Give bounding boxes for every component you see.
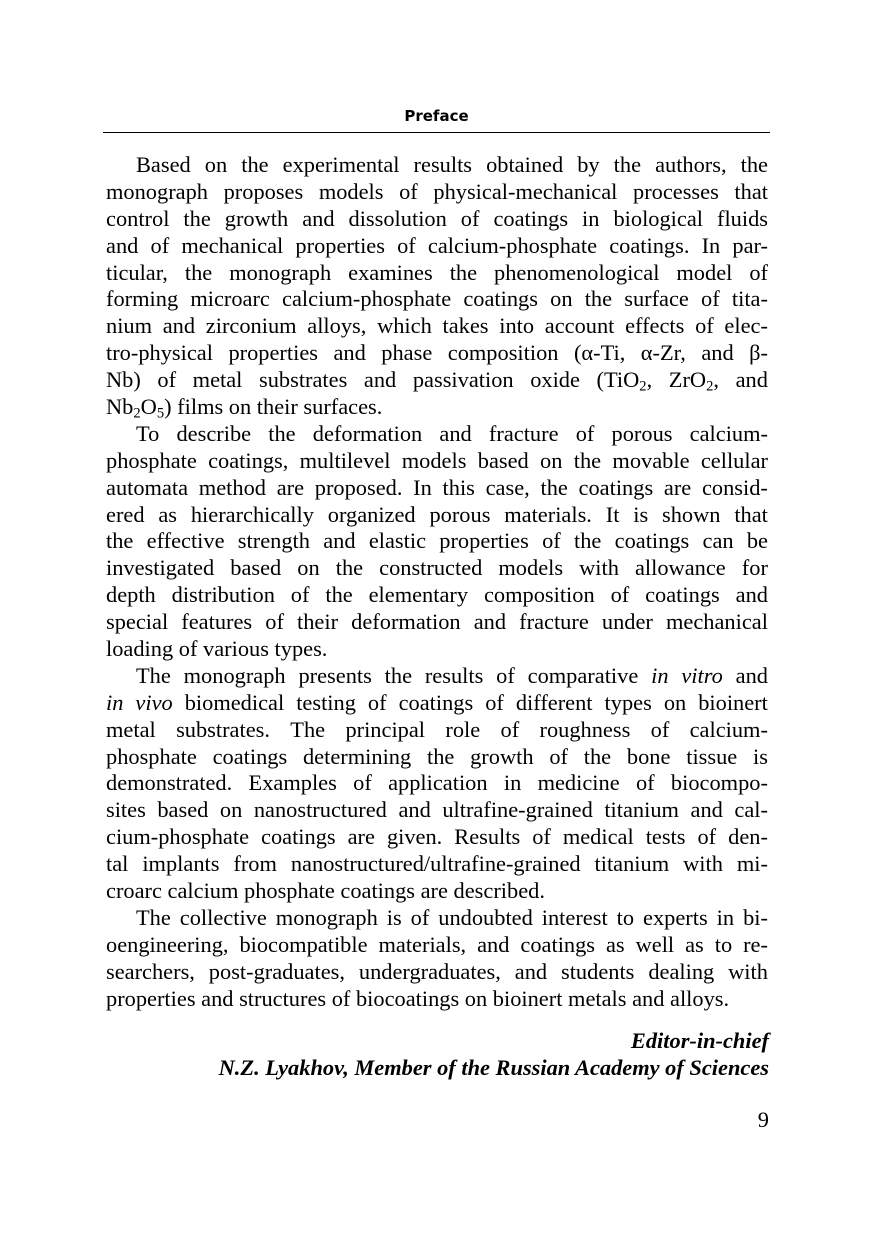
page-number: 9 bbox=[757, 1107, 769, 1132]
paragraph bbox=[106, 421, 768, 663]
text-line: metal substrates. The principal role of roughness of calcium- bbox=[106, 716, 768, 742]
text-line: croarc calcium phosphate coatings are described. bbox=[106, 878, 545, 904]
text-line: properties and structures of biocoatings on bioinert metals and alloys. bbox=[106, 985, 730, 1011]
text-line: Based on the experimental results obtained by the authors, the bbox=[136, 152, 768, 177]
text-line: $Nb_2O_5$) films on their surfaces. bbox=[106, 394, 383, 422]
text-line: depth distribution of the elementary composition of coatings and bbox=[106, 582, 768, 608]
text-line: The collective monograph is of undoubted interest to experts in bi- bbox=[136, 904, 768, 930]
text-line: tal implants from nanostructured/ultrafine-grained titanium with mi- bbox=[106, 851, 768, 877]
text-line: The monograph presents the results of comparative in vitro and bbox=[136, 662, 768, 688]
text-line: phosphate coatings determining the growth of the bone tissue is bbox=[106, 743, 768, 769]
running-head-title: Preface bbox=[404, 107, 469, 125]
paragraph bbox=[106, 905, 768, 1013]
text-line: the effective strength and elastic properties of the coatings can be bbox=[106, 528, 768, 554]
text-line: in vivo biomedical testing of coatings of different types on bioinert bbox=[106, 689, 768, 715]
body-text bbox=[106, 152, 768, 1013]
paragraph bbox=[106, 152, 768, 421]
text-line: ered as hierarchically organized porous materials. It is shown that bbox=[106, 501, 768, 527]
text-line: automata method are proposed. In this case, the coatings are consid- bbox=[106, 474, 768, 500]
text-line: control the growth and dissolution of coatings in biological fluids bbox=[106, 205, 768, 231]
signature-role: Editor-in-chief bbox=[630, 1028, 769, 1053]
text-line: cium-phosphate coatings are given. Results of medical tests of den- bbox=[106, 824, 768, 850]
signature-name: N.Z. Lyakhov, Member of the Russian Academy of Sciences bbox=[218, 1055, 769, 1080]
text-line: loading of various types. bbox=[106, 636, 328, 662]
paragraph bbox=[106, 663, 768, 905]
header-rule bbox=[103, 132, 770, 133]
text-line: phosphate coatings, multilevel models based on the movable cellular bbox=[106, 447, 768, 473]
text-line: sites based on nanostructured and ultrafine-grained titanium and cal- bbox=[106, 797, 768, 823]
text-line: searchers, post-graduates, undergraduates, and students dealing with bbox=[106, 958, 768, 984]
text-line: oengineering, biocompatible materials, and coatings as well as to re- bbox=[106, 931, 768, 957]
signature-block bbox=[219, 1027, 769, 1081]
text-line: ticular, the monograph examines the phenomenological model of bbox=[106, 259, 768, 285]
text-line: forming microarc calcium-phosphate coatings on the surface of tita- bbox=[106, 286, 768, 312]
text-line: Nb) of metal substrates and passivation oxide (TiO$_2$, ZrO$_2$, and bbox=[106, 367, 768, 395]
text-line: nium and zirconium alloys, which takes into account effects of elec- bbox=[106, 313, 768, 339]
text-line: tro-physical properties and phase composition (α-Ti, α-Zr, and β- bbox=[106, 340, 768, 366]
text-line: investigated based on the constructed models with allowance for bbox=[106, 555, 768, 581]
text-line: demonstrated. Examples of application in medicine of biocompo- bbox=[106, 770, 768, 796]
text-line: special features of their deformation and fracture under mechanical bbox=[106, 609, 768, 635]
text-line: and of mechanical properties of calcium-phosphate coatings. In par- bbox=[106, 232, 768, 258]
text-line: monograph proposes models of physical-mechanical processes that bbox=[106, 178, 768, 204]
text-line: To describe the deformation and fracture of porous calcium- bbox=[136, 420, 768, 446]
